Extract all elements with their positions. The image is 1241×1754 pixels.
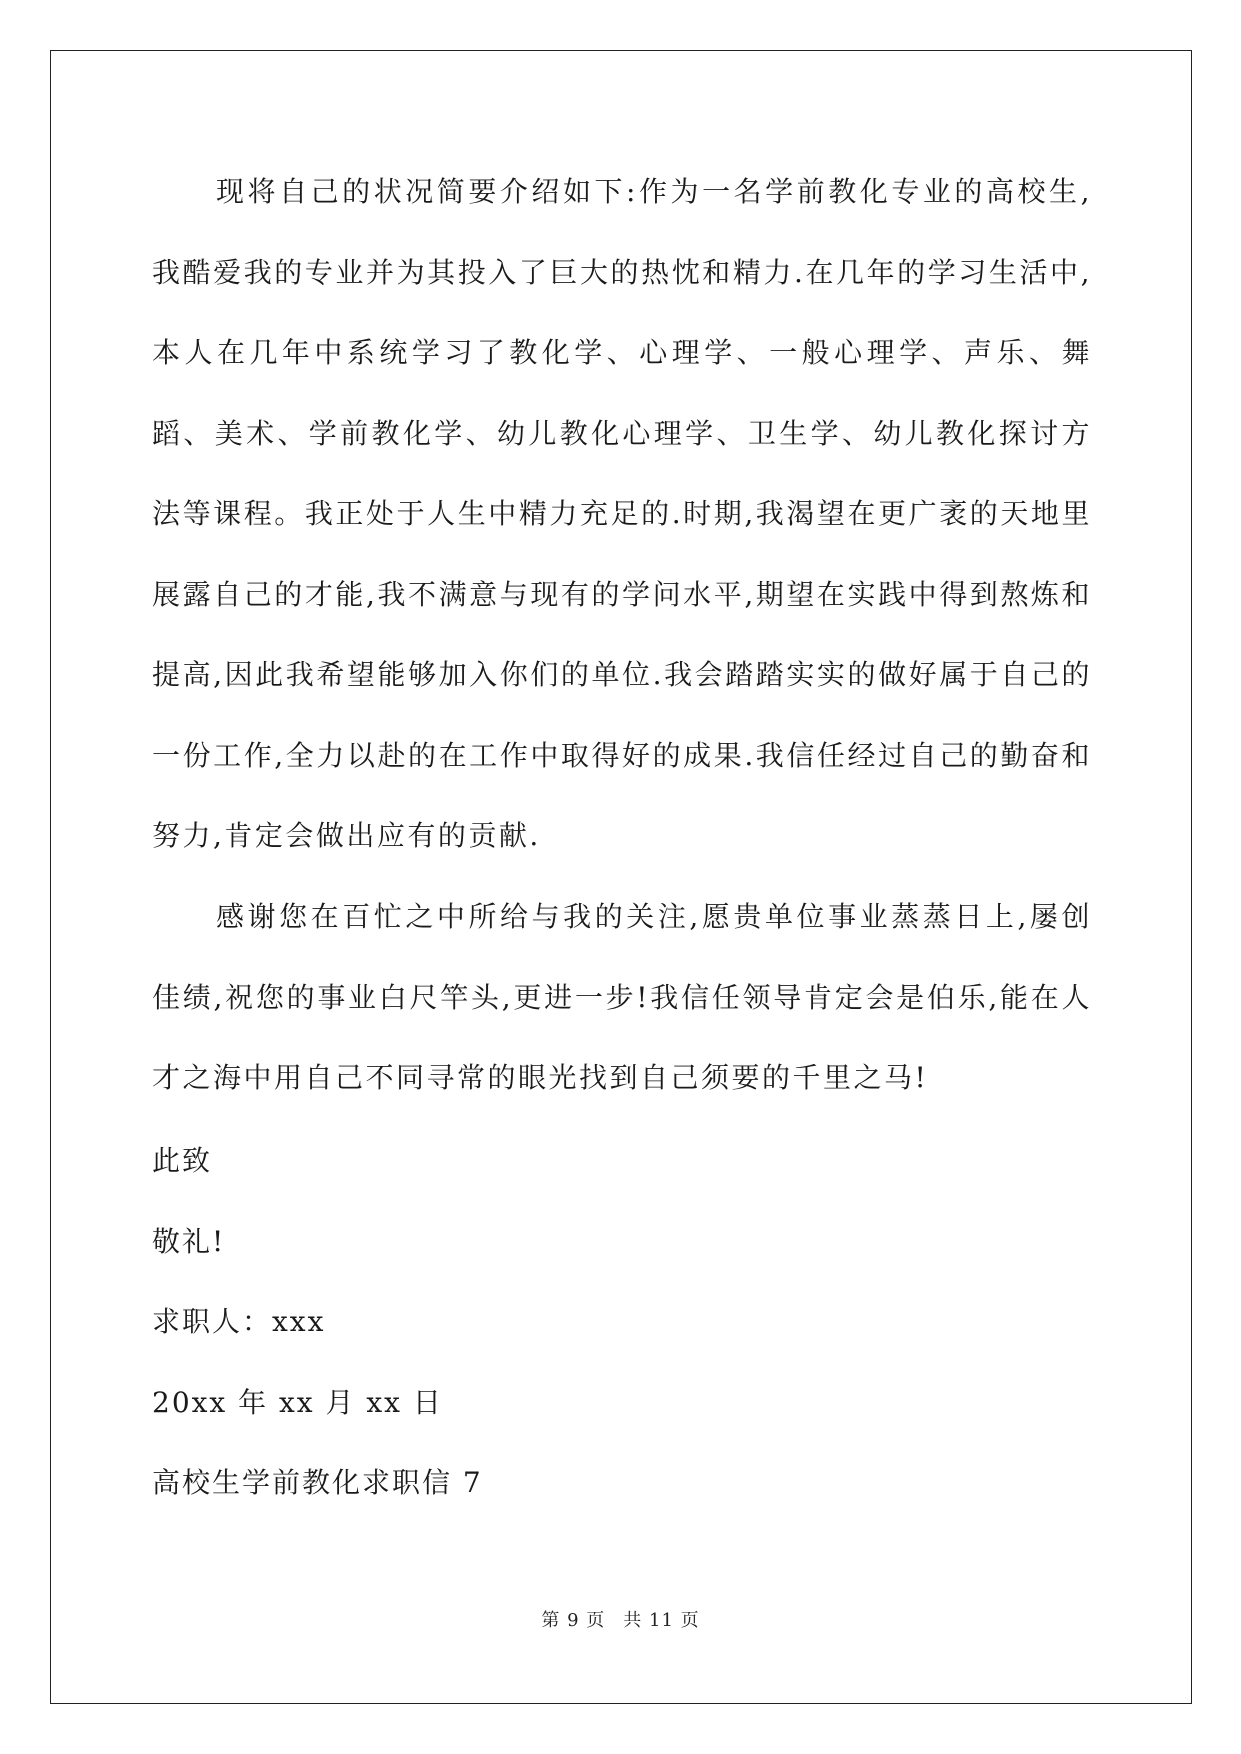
salutation: 敬礼! (152, 1225, 226, 1258)
page-total: 共 11 页 (623, 1610, 700, 1631)
body-paragraph-2: 感谢您在百忙之中所给与我的关注,愿贵单位事业蒸蒸日上,屡创佳绩,祝您的事业白尺竿头,更进一步!我信任领导肯定会是伯乐,能在人才之海中用自己不同寻常的眼光找到自己须要的千里之马! (152, 900, 1092, 1094)
closing-phrase: 此致 (152, 1144, 213, 1177)
date-line: 20xx 年 xx 月 xx 日 (152, 1386, 443, 1419)
applicant-line: 求职人：xxx (152, 1305, 326, 1338)
page-footer (0, 1606, 1241, 1632)
body-paragraph-1: 现将自己的状况简要介绍如下:作为一名学前教化专业的高校生,我酷爱我的专业并为其投入了巨大的热忱和精力.在几年的学习生活中,本人在几年中系统学习了教化学、心理学、一般心理学、声乐、舞蹈、美术、学前教化学、幼儿教化心理学、卫生学、幼儿教化探讨方法等课程。我正处于人生中精力充足的.时期,我渴望在更广袤的天地里展露自己的才能,我不满意与现有的学问水平,期望在实践中得到熬炼和提高,因此我希望能够加入你们的单位.我会踏踏实实的做好属于自己的一份工作,全力以赴的在工作中取得好的成果.我信任经过自己的勤奋和努力,肯定会做出应有的贡献. (152, 175, 1092, 852)
page-number: 第 9 页 (541, 1610, 606, 1631)
next-letter-title: 高校生学前教化求职信 7 (152, 1466, 483, 1499)
